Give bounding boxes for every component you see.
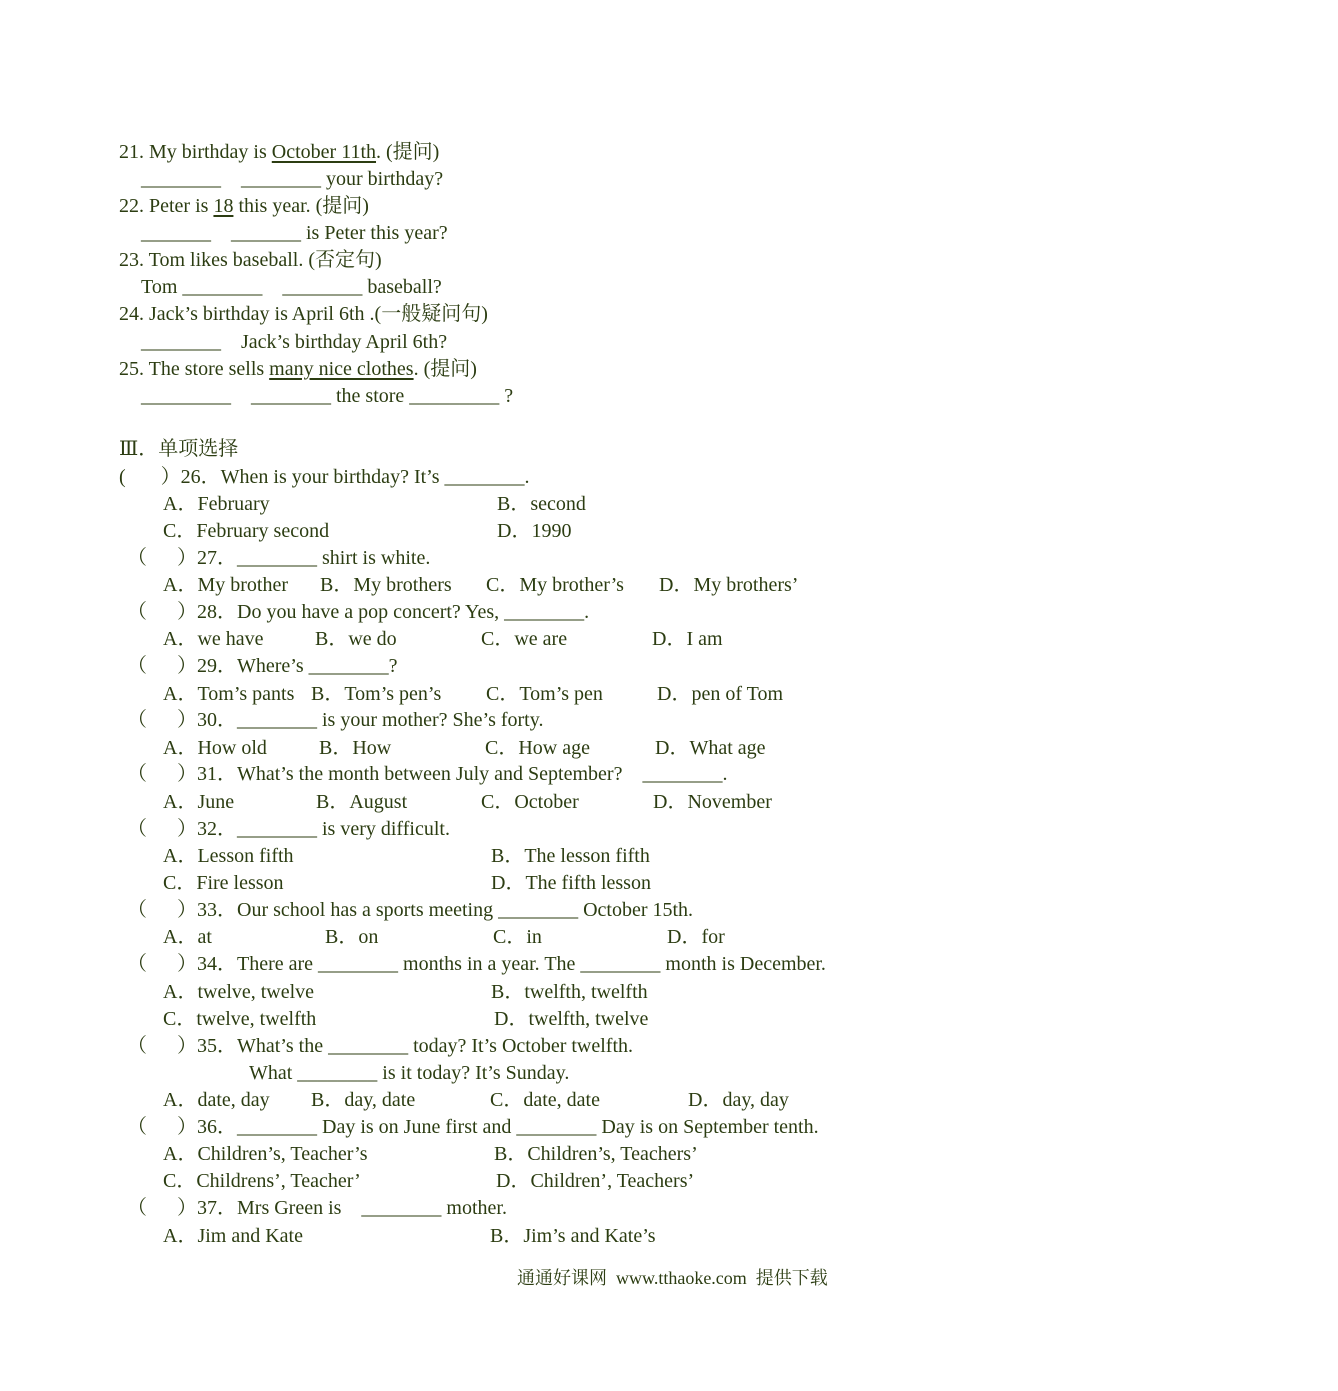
q28-option-c: C．we are	[481, 628, 568, 650]
q35-option-c: C．date, date	[490, 1089, 600, 1111]
q35-option-a: A．date, day	[163, 1089, 270, 1111]
q32-option-b: B．The lesson fifth	[491, 845, 650, 867]
q37-option-a: A．Jim and Kate	[163, 1225, 303, 1247]
q27-option-b: B．My brothers	[320, 574, 452, 596]
q34-option-a: A．twelve, twelve	[163, 981, 315, 1003]
q32-option-d: D．The fifth lesson	[491, 872, 651, 894]
q24-prompt: 24. Jack’s birthday is April 6th .(一般疑问句)	[119, 303, 488, 325]
q36-option-d: D．Children’, Teachers’	[496, 1170, 695, 1192]
q25-answer: _________ ________ the store _________ ?	[141, 385, 514, 407]
q35-stem-second-line: What ________ is it today? It’s Sunday.	[249, 1062, 570, 1084]
q26-option-b: B．second	[497, 493, 586, 515]
q29-option-c: C．Tom’s pen	[486, 683, 603, 705]
q26-option-c: C．February second	[163, 520, 330, 542]
q37-stem: （ ）37．Mrs Green is ________ mother.	[127, 1197, 507, 1219]
q30-option-c: C．How age	[485, 737, 590, 759]
q22-answer: _______ _______ is Peter this year?	[141, 222, 448, 244]
underlined-phrase: 18	[213, 195, 234, 217]
q24-answer: ________ Jack’s birthday April 6th?	[141, 331, 448, 353]
q26-stem: ( ）26．When is your birthday? It’s ________.	[119, 466, 530, 488]
q31-stem: （ ）31．What’s the month between July and September? ________.	[127, 763, 728, 785]
q29-stem: （ ）29．Where’s ________?	[127, 655, 398, 677]
q36-stem: （ ）36．________ Day is on June first and ________ Day is on September tenth.	[127, 1116, 819, 1138]
q28-stem: （ ）28．Do you have a pop concert? Yes, ________.	[127, 601, 590, 623]
q32-option-c: C．Fire lesson	[163, 872, 284, 894]
q31-option-d: D．November	[653, 791, 772, 813]
q35-stem: （ ）35．What’s the ________ today? It’s October twelfth.	[127, 1035, 634, 1057]
q31-option-b: B．August	[316, 791, 408, 813]
q36-option-a: A．Children’s, Teacher’s	[163, 1143, 368, 1165]
q30-stem: （ ）30．________ is your mother? She’s forty.	[127, 709, 544, 731]
q34-option-b: B．twelfth, twelfth	[491, 981, 648, 1003]
q33-option-a: A．at	[163, 926, 212, 948]
q37-option-b: B．Jim’s and Kate’s	[490, 1225, 656, 1247]
q30-option-d: D．What age	[655, 737, 766, 759]
q27-option-a: A．My brother	[163, 574, 288, 596]
q23-prompt: 23. Tom likes baseball. (否定句)	[119, 249, 382, 271]
q29-option-d: D．pen of Tom	[657, 683, 783, 705]
q32-stem: （ ）32．________ is very difficult.	[127, 818, 450, 840]
q36-option-c: C．Childrens’, Teacher’	[163, 1170, 361, 1192]
q30-option-b: B．How	[319, 737, 392, 759]
q28-option-b: B．we do	[315, 628, 397, 650]
q35-option-d: D．day, day	[688, 1089, 789, 1111]
q28-option-a: A．we have	[163, 628, 264, 650]
q21-prompt: 21. My birthday is October 11th. (提问)	[119, 141, 440, 163]
q33-stem: （ ）33．Our school has a sports meeting ________ October 15th.	[127, 899, 694, 921]
q34-stem: （ ）34．There are ________ months in a year. The ________ month is December.	[127, 953, 826, 975]
q25-prompt: 25. The store sells many nice clothes. (提问)	[119, 358, 477, 380]
q28-option-d: D．I am	[652, 628, 723, 650]
footer-source: 通通好课网 www.tthaoke.com 提供下载	[517, 1268, 828, 1288]
q29-option-b: B．Tom’s pen’s	[311, 683, 442, 705]
underlined-phrase: October 11th	[271, 141, 377, 163]
section-heading: Ⅲ．单项选择	[119, 438, 239, 460]
q26-option-a: A．February	[163, 493, 270, 515]
underlined-phrase: many nice clothes	[269, 358, 414, 380]
q33-option-b: B．on	[325, 926, 379, 948]
q34-option-d: D．twelfth, twelve	[494, 1008, 649, 1030]
q27-option-c: C．My brother’s	[486, 574, 624, 596]
q31-option-c: C．October	[481, 791, 579, 813]
q23-answer: Tom ________ ________ baseball?	[141, 276, 442, 298]
q29-option-a: A．Tom’s pants	[163, 683, 295, 705]
q27-option-d: D．My brothers’	[659, 574, 799, 596]
q35-option-b: B．day, date	[311, 1089, 416, 1111]
q36-option-b: B．Children’s, Teachers’	[494, 1143, 698, 1165]
q22-prompt: 22. Peter is 18 this year. (提问)	[119, 195, 369, 217]
q33-option-d: D．for	[667, 926, 725, 948]
q30-option-a: A．How old	[163, 737, 267, 759]
q32-option-a: A．Lesson fifth	[163, 845, 294, 867]
q21-answer: ________ ________ your birthday?	[141, 168, 444, 190]
q27-stem: （ ）27．________ shirt is white.	[127, 547, 431, 569]
q26-option-d: D．1990	[497, 520, 572, 542]
q34-option-c: C．twelve, twelfth	[163, 1008, 317, 1030]
q31-option-a: A．June	[163, 791, 235, 813]
q33-option-c: C．in	[493, 926, 542, 948]
